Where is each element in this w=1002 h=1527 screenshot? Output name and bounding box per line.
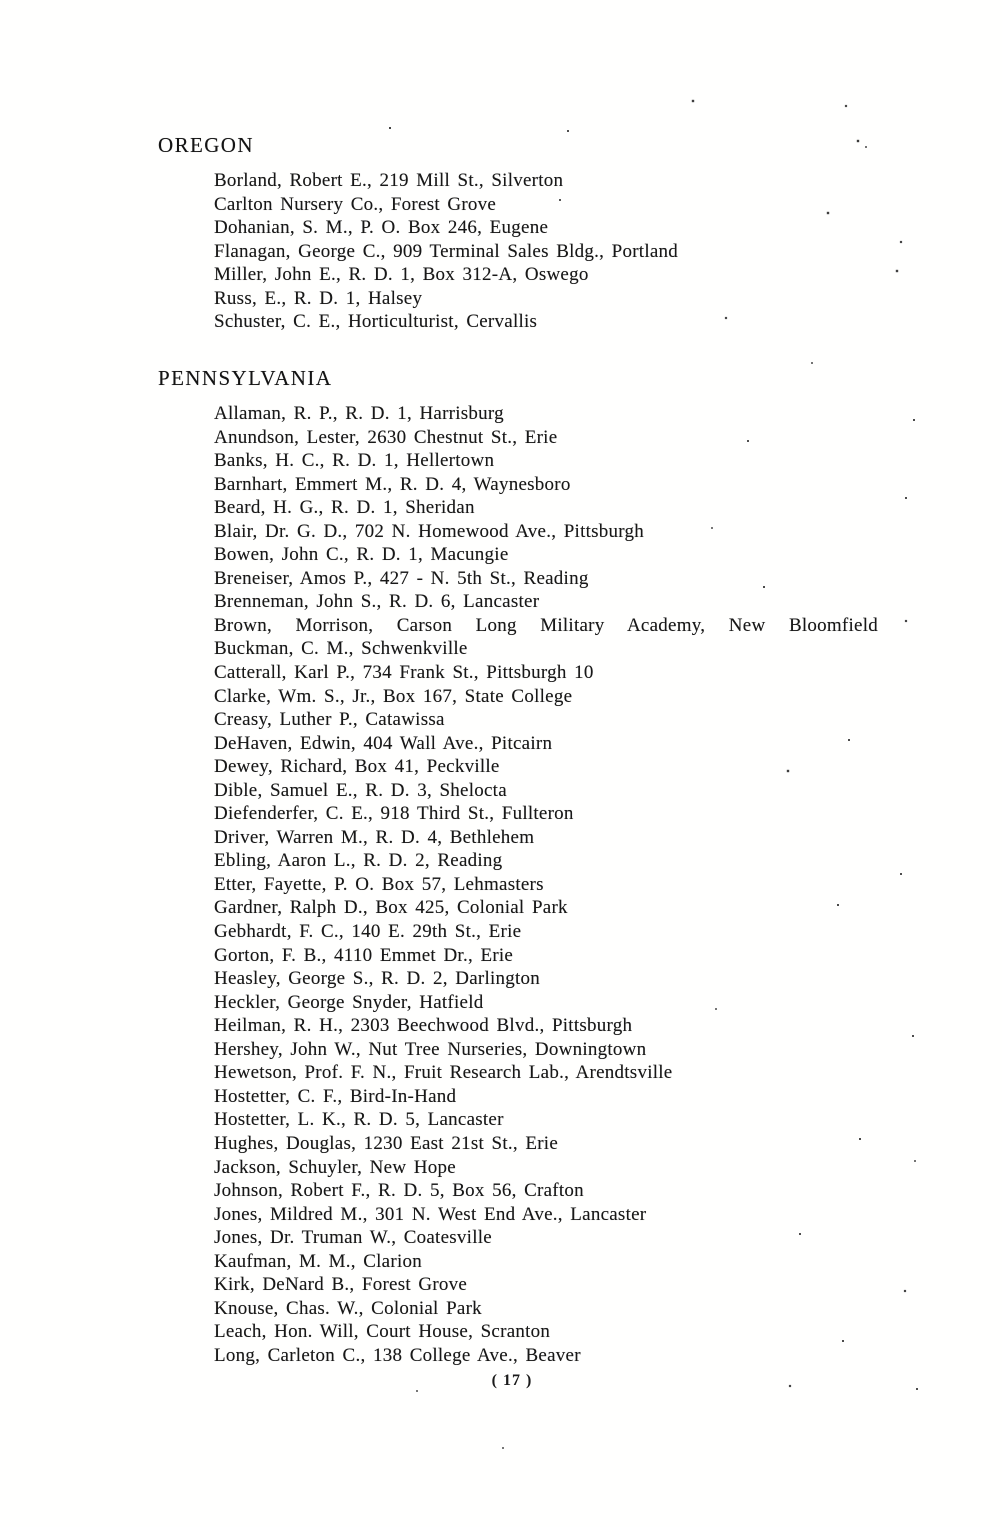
- section-oregon: [158, 133, 678, 334]
- pennsylvania-entry-list: [214, 402, 878, 1367]
- directory-entry: Hostetter, L. K., R. D. 5, Lancaster: [214, 1109, 504, 1131]
- directory-entry: Gardner, Ralph D., Box 425, Colonial Park: [214, 897, 568, 919]
- directory-entry: Blair, Dr. G. D., 702 N. Homewood Ave., Pittsburgh: [214, 520, 645, 542]
- directory-entry: Schuster, C. E., Horticulturist, Cervallis: [214, 311, 538, 333]
- directory-entry: Dohanian, S. M., P. O. Box 246, Eugene: [214, 217, 549, 239]
- directory-entry: Breneiser, Amos P., 427 - N. 5th St., Reading: [214, 567, 589, 589]
- directory-entry: Heilman, R. H., 2303 Beechwood Blvd., Pittsburgh: [214, 1015, 633, 1037]
- oregon-entry-list: [214, 169, 678, 334]
- directory-entry: Hewetson, Prof. F. N., Fruit Research Lab., Arendtsville: [214, 1062, 673, 1084]
- section-heading-pennsylvania: PENNSYLVANIA: [158, 366, 333, 390]
- directory-entry: Dible, Samuel E., R. D. 3, Shelocta: [214, 779, 507, 801]
- directory-entry: Ebling, Aaron L., R. D. 2, Reading: [214, 850, 503, 872]
- directory-entry: Russ, E., R. D. 1, Halsey: [214, 287, 423, 309]
- directory-entry: Hughes, Douglas, 1230 East 21st St., Erie: [214, 1132, 559, 1154]
- directory-entry: Allaman, R. P., R. D. 1, Harrisburg: [214, 403, 504, 424]
- directory-entry: Leach, Hon. Will, Court House, Scranton: [214, 1321, 551, 1343]
- directory-entry: Clarke, Wm. S., Jr., Box 167, State College: [214, 685, 573, 707]
- directory-entry: Brenneman, John S., R. D. 6, Lancaster: [214, 591, 540, 613]
- directory-entry: Diefenderfer, C. E., 918 Third St., Fullteron: [214, 803, 574, 825]
- directory-entry: Borland, Robert E., 219 Mill St., Silverton: [214, 170, 564, 191]
- directory-entry: Dewey, Richard, Box 41, Peckville: [214, 756, 500, 778]
- directory-entry: Kaufman, M. M., Clarion: [214, 1250, 422, 1272]
- directory-entry: Jones, Dr. Truman W., Coatesville: [214, 1227, 492, 1249]
- directory-entry: Flanagan, George C., 909 Terminal Sales Bldg., Portland: [214, 240, 679, 262]
- directory-entry: Gebhardt, F. C., 140 E. 29th St., Erie: [214, 921, 522, 943]
- directory-entry: Heckler, George Snyder, Hatfield: [214, 991, 484, 1013]
- directory-entry: Buckman, C. M., Schwenkville: [214, 638, 468, 660]
- directory-entry: Carlton Nursery Co., Forest Grove: [214, 193, 497, 215]
- section-pennsylvania: [158, 366, 878, 1367]
- directory-entry: Miller, John E., R. D. 1, Box 312-A, Oswego: [214, 264, 589, 286]
- directory-entry: Hershey, John W., Nut Tree Nurseries, Downingtown: [214, 1038, 647, 1060]
- directory-entry: Jackson, Schuyler, New Hope: [214, 1156, 456, 1178]
- page-number: ( 17 ): [491, 1372, 533, 1389]
- directory-entry: Heasley, George S., R. D. 2, Darlington: [214, 968, 541, 990]
- directory-entry: Brown, Morrison, Carson Long Military Academy, New Bloomfield: [214, 614, 878, 636]
- directory-entry: Beard, H. G., R. D. 1, Sheridan: [214, 497, 475, 519]
- directory-entry: Anundson, Lester, 2630 Chestnut St., Erie: [214, 426, 558, 448]
- directory-entry: Catterall, Karl P., 734 Frank St., Pittsburgh 10: [214, 662, 594, 684]
- directory-entry: Gorton, F. B., 4110 Emmet Dr., Erie: [214, 944, 514, 966]
- directory-entry: Long, Carleton C., 138 College Ave., Beaver: [214, 1344, 581, 1366]
- directory-entry: Jones, Mildred M., 301 N. West End Ave., Lancaster: [214, 1203, 647, 1225]
- directory-entry: Etter, Fayette, P. O. Box 57, Lehmasters: [214, 873, 544, 895]
- directory-entry: Hostetter, C. F., Bird-In-Hand: [214, 1085, 457, 1107]
- directory-entry: Driver, Warren M., R. D. 4, Bethlehem: [214, 826, 535, 848]
- directory-entry: Barnhart, Emmert M., R. D. 4, Waynesboro: [214, 473, 571, 495]
- directory-entry: Knouse, Chas. W., Colonial Park: [214, 1297, 482, 1319]
- directory-entry: Banks, H. C., R. D. 1, Hellertown: [214, 450, 495, 472]
- directory-entry: DeHaven, Edwin, 404 Wall Ave., Pitcairn: [214, 732, 553, 754]
- section-heading-oregon: OREGON: [158, 133, 254, 157]
- directory-entry: Kirk, DeNard B., Forest Grove: [214, 1274, 468, 1296]
- directory-entry: Bowen, John C., R. D. 1, Macungie: [214, 544, 509, 566]
- directory-entry: Creasy, Luther P., Catawissa: [214, 709, 445, 731]
- directory-entry: Johnson, Robert F., R. D. 5, Box 56, Crafton: [214, 1180, 584, 1202]
